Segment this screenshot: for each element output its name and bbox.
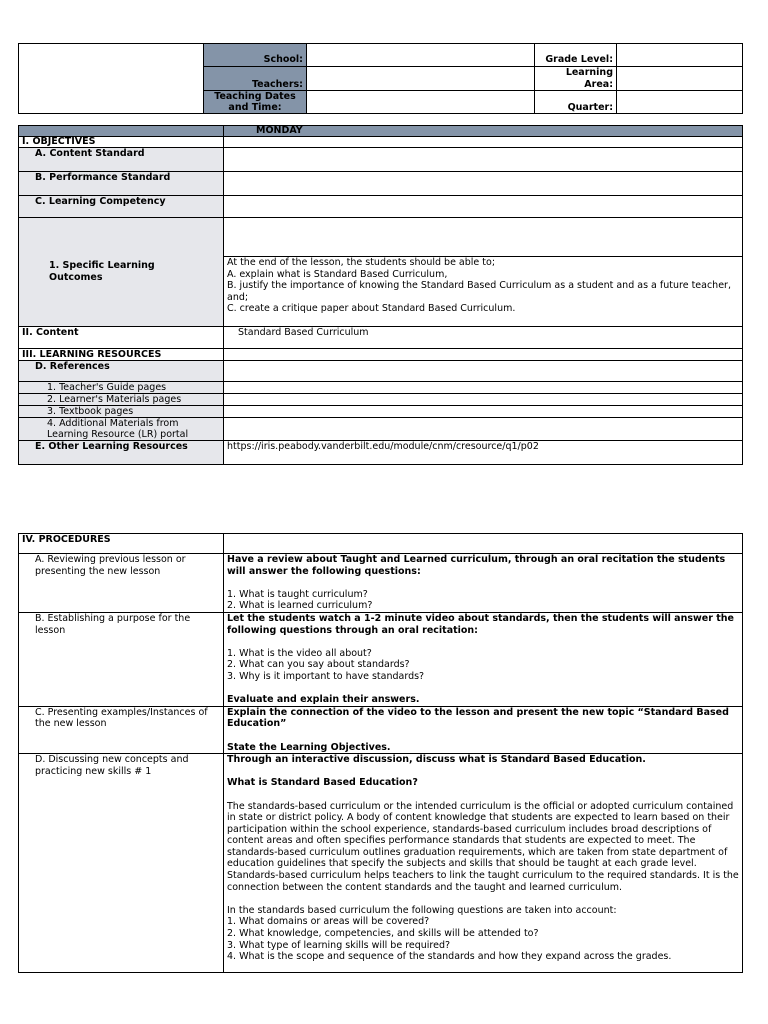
school-label: School: — [204, 44, 307, 67]
procedure-d-content — [224, 754, 743, 973]
references-field[interactable] — [224, 361, 743, 382]
procedure-d-lead: Through an interactive discussion, discuss what is Standard Based Education. — [227, 754, 646, 766]
procedure-b-label: B. Establishing a purpose for the lesson — [19, 613, 224, 707]
performance-standard-label: B. Performance Standard — [19, 172, 224, 196]
procedure-b-content — [224, 613, 743, 707]
procedures-heading: IV. PROCEDURES — [19, 534, 224, 554]
procedure-b-question-3: 3. Why is it important to have standards? — [227, 670, 425, 682]
objectives-heading: I. OBJECTIVES — [19, 137, 224, 148]
procedure-d-question: What is Standard Based Education? — [227, 777, 418, 789]
procedure-b-close: Evaluate and explain their answers. — [227, 694, 420, 706]
references-label: D. References — [19, 361, 224, 382]
learning-competency-label: C. Learning Competency — [19, 196, 224, 218]
content-standard-field[interactable] — [224, 148, 743, 172]
quarter-field[interactable] — [617, 91, 743, 114]
additional-materials-label: 4. Additional Materials from Learning Resource (LR) portal — [19, 418, 224, 441]
procedure-a-lead: Have a review about Taught and Learned curriculum, through an oral recitation the students will answer the following questions: — [227, 554, 726, 577]
quarter-label: Quarter: — [535, 91, 617, 114]
teachers-field[interactable] — [307, 67, 535, 91]
procedure-d-intro: In the standards based curriculum the following questions are taken into account: — [227, 904, 617, 916]
teachers-guide-label: 1. Teacher's Guide pages — [19, 382, 224, 394]
procedure-a-content — [224, 554, 743, 613]
objectives-table — [18, 125, 743, 465]
procedure-d-item-2: 2. What knowledge, competencies, and skills will be attended to? — [227, 928, 539, 940]
procedure-d-item-3: 3. What type of learning skills will be required? — [227, 939, 451, 951]
teachers-label: Teachers: — [204, 67, 307, 91]
resources-heading: III. LEARNING RESOURCES — [19, 349, 224, 361]
procedure-c-content — [224, 706, 743, 753]
teaching-dates-label: Teaching Dates and Time: — [204, 91, 307, 114]
procedures-table — [18, 533, 743, 973]
day-heading: MONDAY — [224, 126, 743, 137]
outcomes-intro: At the end of the lesson, the students should be able to; — [227, 257, 496, 268]
specific-outcomes-text: 1. Specific Learning Outcomes — [49, 260, 155, 283]
procedure-a-question-2: 2. What is learned curriculum? — [227, 600, 373, 612]
content-value: Standard Based Curriculum — [224, 327, 743, 349]
outcome-a: A. explain what is Standard Based Curriculum, — [227, 268, 448, 280]
procedure-d-item-1: 1. What domains or areas will be covered? — [227, 916, 430, 928]
procedure-c-lead: Explain the connection of the video to the lesson and present the new topic “Standard Based Education” — [227, 706, 729, 730]
school-field[interactable] — [307, 44, 535, 67]
procedure-d-paragraph: The standards-based curriculum or the intended curriculum is the official or adopted curriculum contained in state or district policy. A body of content knowledge that students are expected to learn based on their participation within the school experience, standards-based curriculum includes broad descriptions of content areas and often specifies performance standards that students are expected to meet. The standards-based curriculum outlines graduation requirements, which are taken from state department of education guidelines that specify the subjects and skills that should be taught at each grade level. Standards-based curriculum helps teachers to link the taught curriculum to the required standards. It is the connection between the content standards and the taught and learned curriculum. — [227, 800, 739, 893]
procedure-b-lead: Let the students watch a 1-2 minute video about standards, then the students will answer the following questions through an oral recitation: — [227, 613, 734, 636]
learners-materials-label: 2. Learner's Materials pages — [19, 394, 224, 406]
learners-materials-field[interactable] — [224, 394, 743, 406]
teachers-guide-field[interactable] — [224, 382, 743, 394]
procedure-a-question-1: 1. What is taught curriculum? — [227, 588, 368, 600]
performance-standard-field[interactable] — [224, 172, 743, 196]
content-standard-label: A. Content Standard — [19, 148, 224, 172]
teaching-dates-field[interactable] — [307, 91, 535, 114]
grade-level-field[interactable] — [617, 44, 743, 67]
specific-outcomes-label — [19, 218, 224, 327]
outcome-b: B. justify the importance of knowing the Standard Based Curriculum as a student and as a future teacher, and; — [227, 280, 731, 303]
additional-materials-field[interactable] — [224, 418, 743, 441]
content-heading: II. Content — [19, 327, 224, 349]
learning-area-field[interactable] — [617, 67, 743, 91]
learning-competency-field[interactable] — [224, 196, 743, 218]
procedure-a-label: A. Reviewing previous lesson or presenting the new lesson — [19, 554, 224, 613]
other-resources-value[interactable]: https://iris.peabody.vanderbilt.edu/module/cnm/cresource/q1/p02 — [224, 441, 743, 465]
procedure-b-question-2: 2. What can you say about standards? — [227, 659, 410, 671]
textbook-pages-label: 3. Textbook pages — [19, 406, 224, 418]
procedure-d-label: D. Discussing new concepts and practicing new skills # 1 — [19, 754, 224, 973]
learning-area-label: Learning Area: — [535, 67, 617, 91]
header-table — [18, 43, 743, 114]
grade-level-label: Grade Level: — [535, 44, 617, 67]
procedure-c-close: State the Learning Objectives. — [227, 741, 391, 753]
outcome-c: C. create a critique paper about Standard Based Curriculum. — [227, 303, 516, 315]
procedure-b-question-1: 1. What is the video all about? — [227, 647, 372, 659]
header-blank-cell — [19, 44, 204, 114]
other-resources-label: E. Other Learning Resources — [19, 441, 224, 465]
procedure-c-label: C. Presenting examples/Instances of the new lesson — [19, 706, 224, 753]
textbook-pages-field[interactable] — [224, 406, 743, 418]
outcomes-cell — [224, 257, 743, 327]
procedure-d-item-4: 4. What is the scope and sequence of the standards and how they expand across the grades. — [227, 951, 672, 963]
